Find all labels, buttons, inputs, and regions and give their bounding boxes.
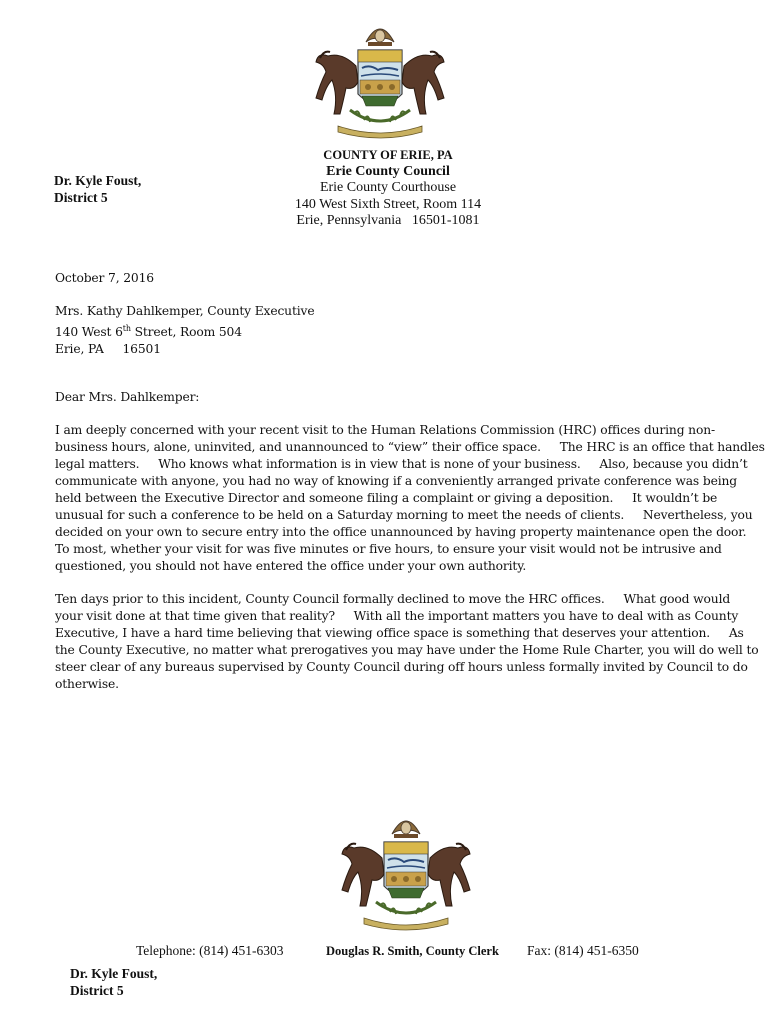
paragraph-line: Ten days prior to this incident, County Council formally declined to move the HRC offices. What good would [55, 592, 731, 606]
sender-district: District 5 [70, 983, 124, 998]
county-name: COUNTY OF ERIE, PA [323, 148, 453, 162]
paragraph-line: steer clear of any bureaus supervised by County Council during off hours unless formally invited by Council to do [55, 660, 748, 674]
telephone-number: Telephone: (814) 451-6303 [136, 943, 284, 958]
council-name: Erie County Council [326, 163, 450, 179]
paragraph-line: otherwise. [55, 677, 119, 691]
recipient-street-suffix: th [122, 324, 131, 333]
sender-name: Dr. Kyle Foust, [70, 966, 158, 981]
fax-number: Fax: (814) 451-6350 [527, 943, 639, 958]
paragraph-line: held between the Executive Director and someone filing a complaint or giving a deposition. It wouldn’t be [55, 491, 718, 505]
pennsylvania-coat-of-arms-bottom [324, 806, 488, 934]
recipient-address [55, 303, 735, 358]
recipient-city: Erie, PA 16501 [55, 342, 161, 357]
county-clerk: Douglas R. Smith, County Clerk [326, 944, 499, 958]
paragraph-line: To most, whether your visit for was five minutes or five hours, to ensure your visit would not be intrusive and [55, 542, 722, 556]
paragraph-line: legal matters. Who knows what information is in view that is none of your business. Also, because you didn’t [55, 457, 748, 471]
city-address: Erie, Pennsylvania 16501-1081 [296, 213, 480, 228]
street-address: 140 West Sixth Street, Room 114 [294, 196, 482, 212]
paragraph-line: your visit done at that time given that reality? With all the important matters you have to deal with as County [55, 609, 739, 623]
sender-block-top [54, 172, 141, 206]
recipient-name: Mrs. Kathy Dahlkemper, County Executive [55, 304, 315, 318]
sender-block-bottom [70, 965, 157, 999]
salutation: Dear Mrs. Dahlkemper: [55, 390, 200, 404]
paragraph-line: communicate with anyone, you had no way of knowing if a conveniently arranged private conference was being [55, 474, 737, 488]
paragraph-line: I am deeply concerned with your recent visit to the Human Relations Commission (HRC) offices during non- [55, 423, 715, 437]
paragraph-2 [55, 591, 759, 693]
paragraph-line: the County Executive, no matter what prerogatives you may have under the Home Rule Charter, you will do well to [55, 643, 759, 657]
letter-date: October 7, 2016 [55, 271, 154, 285]
paragraph-line: decided on your own to secure entry into the office unannounced by having property maintenance open the door. [55, 525, 747, 539]
recipient-street-number: 140 West 6 [55, 325, 123, 340]
sender-district: District 5 [54, 190, 108, 205]
paragraph-line: Executive, I have a hard time believing that viewing office space is something that deserves your attention. As [55, 626, 744, 640]
recipient-street [55, 320, 735, 341]
paragraph-line: business hours, alone, uninvited, and unannounced to “view” their office space. The HRC is an office that handles [55, 440, 765, 454]
building-name: Erie County Courthouse [319, 180, 457, 195]
pennsylvania-coat-of-arms-top [298, 14, 462, 142]
recipient-street-rest: Street, Room 504 [130, 325, 242, 340]
paragraph-1 [55, 422, 765, 575]
letterhead [260, 147, 516, 230]
sender-name: Dr. Kyle Foust, [54, 173, 142, 188]
paragraph-line: unusual for such a conference to be held on a Saturday morning to meet the needs of clients. Nevertheless, you [55, 508, 753, 522]
paragraph-line: questioned, you should not have entered the office under your own authority. [55, 559, 527, 573]
